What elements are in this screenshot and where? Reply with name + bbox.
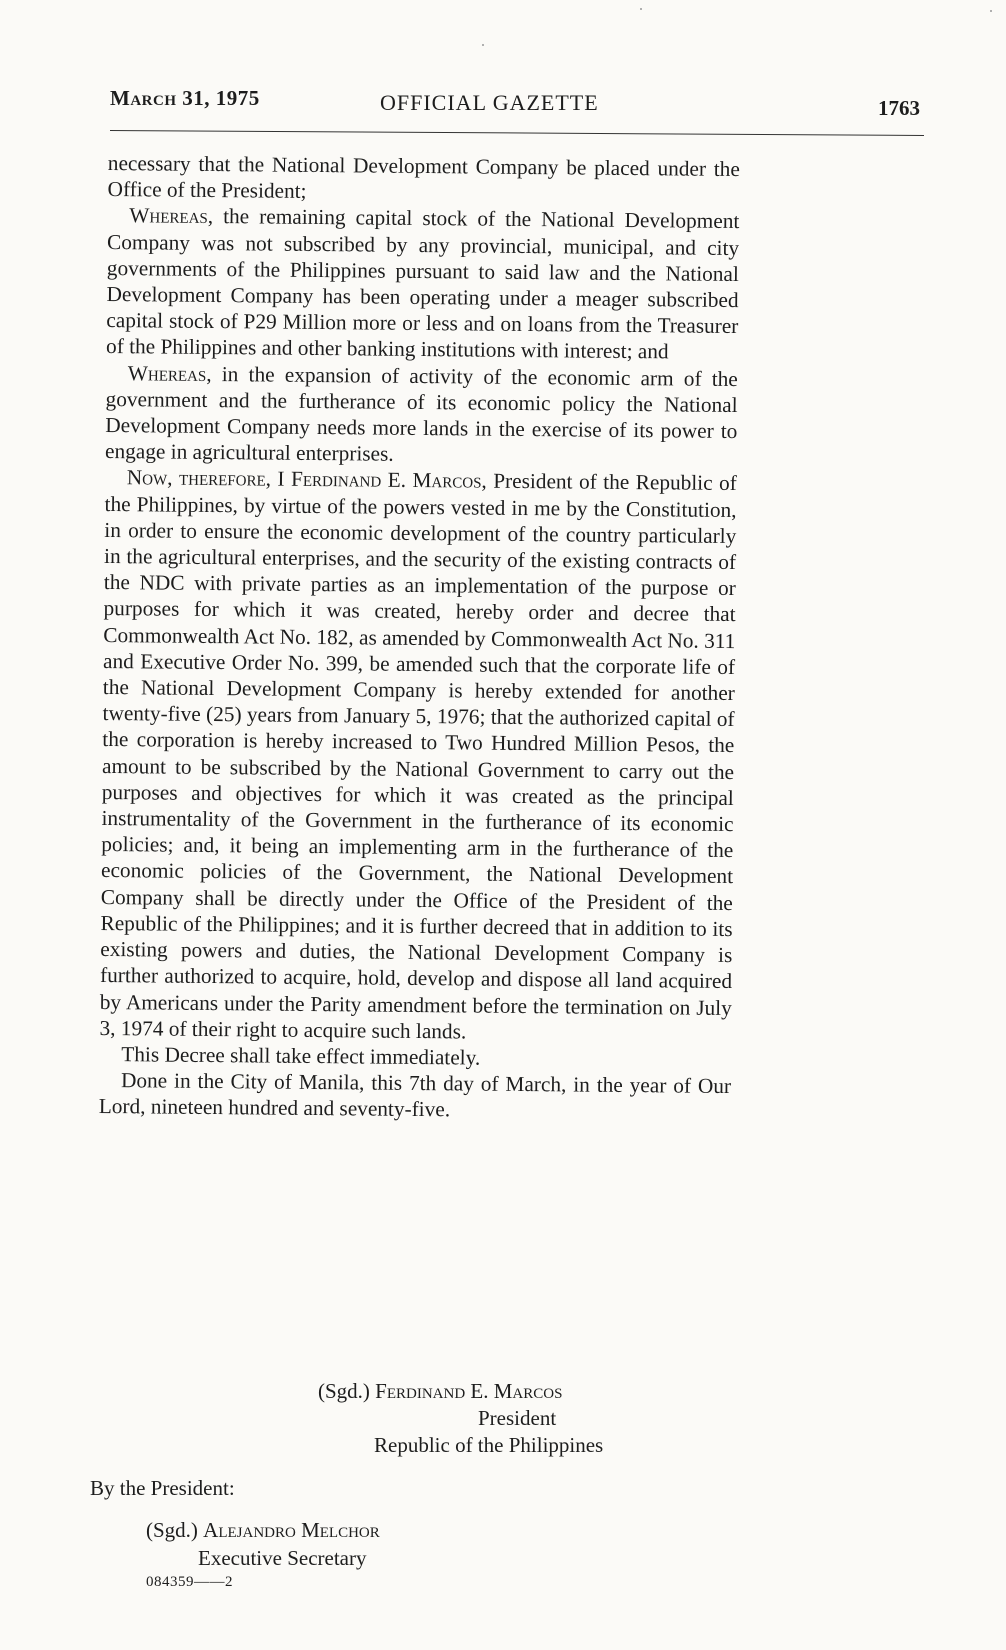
paper-speck bbox=[990, 10, 992, 12]
signature-sgd: (Sgd.) bbox=[318, 1379, 376, 1403]
secretary-signature-block bbox=[146, 1516, 380, 1572]
paragraph-done bbox=[99, 1067, 731, 1125]
paragraph-whereas-capital bbox=[106, 202, 739, 365]
paragraph-text: necessary that the National Development Company be placed under the Office of the President; bbox=[107, 150, 740, 204]
signature-name: Ferdinand E. Marcos bbox=[375, 1379, 563, 1403]
signature-office: Republic of the Philippines bbox=[374, 1433, 604, 1457]
paragraph-whereas-lands bbox=[105, 360, 738, 471]
paragraph-text: in the expansion of activity of the economic arm of the government and the furtherance of its economic policy the National Development Company needs more lands in the exercise of its power to engage in agricultural enterprises. bbox=[104, 361, 738, 466]
header-rule bbox=[110, 130, 924, 136]
print-code: 084359——2 bbox=[146, 1574, 233, 1590]
paragraph-text: Done in the City of Manila, this 7th day of March, in the year of Our Lord, nineteen hundred and seventy-five. bbox=[98, 1068, 732, 1122]
paragraph-lead: Whereas, bbox=[127, 360, 212, 386]
paper-speck bbox=[482, 44, 484, 46]
signature-title: President bbox=[478, 1406, 557, 1430]
paragraph-text: This Decree shall take effect immediately. bbox=[121, 1042, 481, 1070]
president-name-inline: Ferdinand E. Marcos bbox=[290, 467, 482, 494]
by-the-president: By the President: bbox=[90, 1476, 235, 1500]
secretary-name: Alejandro Melchor bbox=[203, 1518, 380, 1542]
president-signature-block bbox=[318, 1378, 603, 1459]
paragraph-continuation bbox=[107, 150, 739, 208]
header-page-number: 1763 bbox=[878, 96, 920, 120]
secretary-sgd: (Sgd.) bbox=[146, 1518, 204, 1542]
paragraph-lead: Now, therefore, bbox=[126, 465, 272, 492]
paragraph-decree bbox=[99, 464, 737, 1047]
secretary-title: Executive Secretary bbox=[198, 1546, 367, 1570]
header-date: March 31, 1975 bbox=[110, 86, 260, 110]
header-title: OFFICIAL GAZETTE bbox=[380, 90, 599, 115]
signature-name-line bbox=[318, 1378, 603, 1405]
decree-body bbox=[99, 150, 740, 1126]
paragraph-connector: I bbox=[270, 467, 292, 492]
paragraph-lead: Whereas, bbox=[129, 203, 214, 229]
paragraph-text: the remaining capital stock of the National Development Company was not subscribed by any provincial, municipal, and city governments of the Philippines pursuant to said law and the National Development Company has been operating under a meager subscribed capital stock of P29 Million more or less and on loans from the Treasurer of the Philippines and other banking institutions with interest; and bbox=[105, 204, 740, 364]
paragraph-text: , President of the Republic of the Philippines, by virtue of the powers vested in me by the Constitution, in order to ensure the economic development of the country particularly in the agricultural enterprises, and the security of the existing contracts of the NDC with private parties as an implementation of the purpose or purposes for which it was created, hereby order and decree that Commonwealth Act No. 182, as amended by Commonwealth Act No. 311 and Executive Order No. 399, be amended such that the corporate life of the National Development Company is hereby extended for another twenty-five (25) years from January 5, 1976; that the authorized capital of the corporation is hereby increased to Two Hundred Million Pesos, the amount to be subscribed by the National Government to carry out the purposes and objectives for which it was created as the principal instrumentality of the Government in the furtherance of its economic policies; and, it being an implementing arm in the furtherance of the economic policies of the Government, the National Development Company shall be directly under the Office of the President of the Republic of the Philippines; and it is further decreed that in addition to its existing powers and duties, the National Development Company is further authorized to acquire, hold, develop and dispose all land acquired by Americans under the Parity amendment before the termination on July 3, 1974 of their right to acquire such lands. bbox=[99, 469, 737, 1044]
paper-speck bbox=[640, 8, 642, 10]
page-header bbox=[110, 86, 920, 126]
